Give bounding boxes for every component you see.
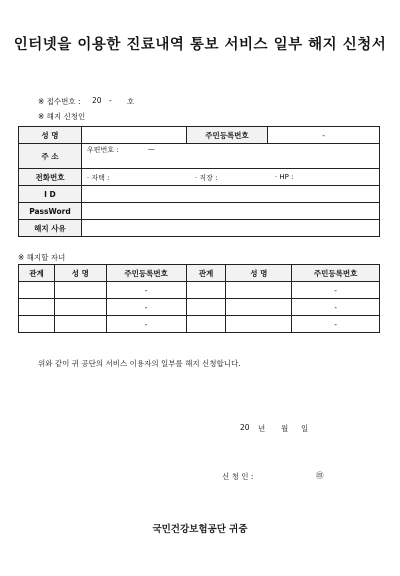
cell-rrn[interactable]: - — [292, 316, 380, 333]
recipient-footer: 국민건강보험공단 귀중 — [152, 524, 248, 535]
date-year: 20 — [240, 423, 250, 432]
cell-name[interactable] — [54, 299, 106, 316]
table-row — [19, 282, 380, 299]
cell-relation[interactable] — [19, 282, 55, 299]
applicant-table — [18, 126, 380, 237]
address-field[interactable] — [81, 144, 379, 169]
rrn-label: 주민등록번호 — [186, 127, 268, 144]
postal-label: 우편번호 : — [86, 146, 119, 154]
receipt-year: 20 — [92, 96, 102, 105]
header-rrn-2: 주민등록번호 — [292, 265, 380, 282]
receipt-dash: - — [109, 96, 112, 105]
target-section-label: ※ 해지할 자녀 — [18, 253, 66, 262]
cell-name[interactable] — [54, 316, 106, 333]
cell-relation[interactable] — [19, 299, 55, 316]
applicant-sign-label: 신 청 인 : — [222, 472, 254, 481]
table-row — [19, 316, 380, 333]
header-relation-1: 관계 — [19, 265, 55, 282]
statement-text: 위와 같이 귀 공단의 서비스 이용자의 일부를 해지 신청합니다. — [38, 359, 241, 368]
header-name-2: 성 명 — [226, 265, 292, 282]
receipt-number-label: ※ 접수번호 : — [38, 97, 81, 106]
cell-name[interactable] — [226, 316, 292, 333]
table-row — [19, 299, 380, 316]
header-rrn-1: 주민등록번호 — [106, 265, 186, 282]
rrn-field[interactable]: - — [268, 127, 380, 144]
header-relation-2: 관계 — [186, 265, 226, 282]
name-field[interactable] — [81, 127, 186, 144]
header-name-1: 성 명 — [54, 265, 106, 282]
applicant-section-label: ※ 해지 신청인 — [38, 112, 86, 121]
phone-field[interactable] — [81, 169, 379, 186]
cell-name[interactable] — [54, 282, 106, 299]
password-label: PassWord — [19, 203, 82, 220]
reason-field[interactable] — [81, 220, 379, 237]
phone-label: 전화번호 — [19, 169, 82, 186]
cell-rrn[interactable]: - — [106, 316, 186, 333]
name-label: 성 명 — [19, 127, 82, 144]
password-field[interactable] — [81, 203, 379, 220]
cell-name[interactable] — [226, 282, 292, 299]
seal-mark: ㊞ — [316, 471, 324, 480]
id-field[interactable] — [81, 186, 379, 203]
home-phone-label: · 자택 : — [86, 174, 110, 182]
cell-rrn[interactable]: - — [292, 299, 380, 316]
receipt-suffix: 호 — [127, 97, 135, 106]
reason-label: 해지 사유 — [19, 220, 82, 237]
form-title: 인터넷을 이용한 진료내역 통보 서비스 일부 해지 신청서 — [13, 36, 387, 53]
date-month-unit: 월 — [281, 424, 289, 433]
cell-rrn[interactable]: - — [106, 282, 186, 299]
date-year-unit: 년 — [258, 424, 266, 433]
cell-rrn[interactable]: - — [292, 282, 380, 299]
cell-relation[interactable] — [186, 299, 226, 316]
cell-relation[interactable] — [186, 316, 226, 333]
mobile-phone-label: · HP : — [274, 173, 294, 181]
postal-value: — — [147, 145, 155, 153]
date-day-unit: 일 — [301, 424, 309, 433]
cell-relation[interactable] — [19, 316, 55, 333]
children-table — [18, 264, 380, 333]
work-phone-label: · 직장 : — [194, 174, 218, 182]
cell-relation[interactable] — [186, 282, 226, 299]
address-label: 주 소 — [19, 144, 82, 169]
id-label: I D — [19, 186, 82, 203]
cell-name[interactable] — [226, 299, 292, 316]
cell-rrn[interactable]: - — [106, 299, 186, 316]
